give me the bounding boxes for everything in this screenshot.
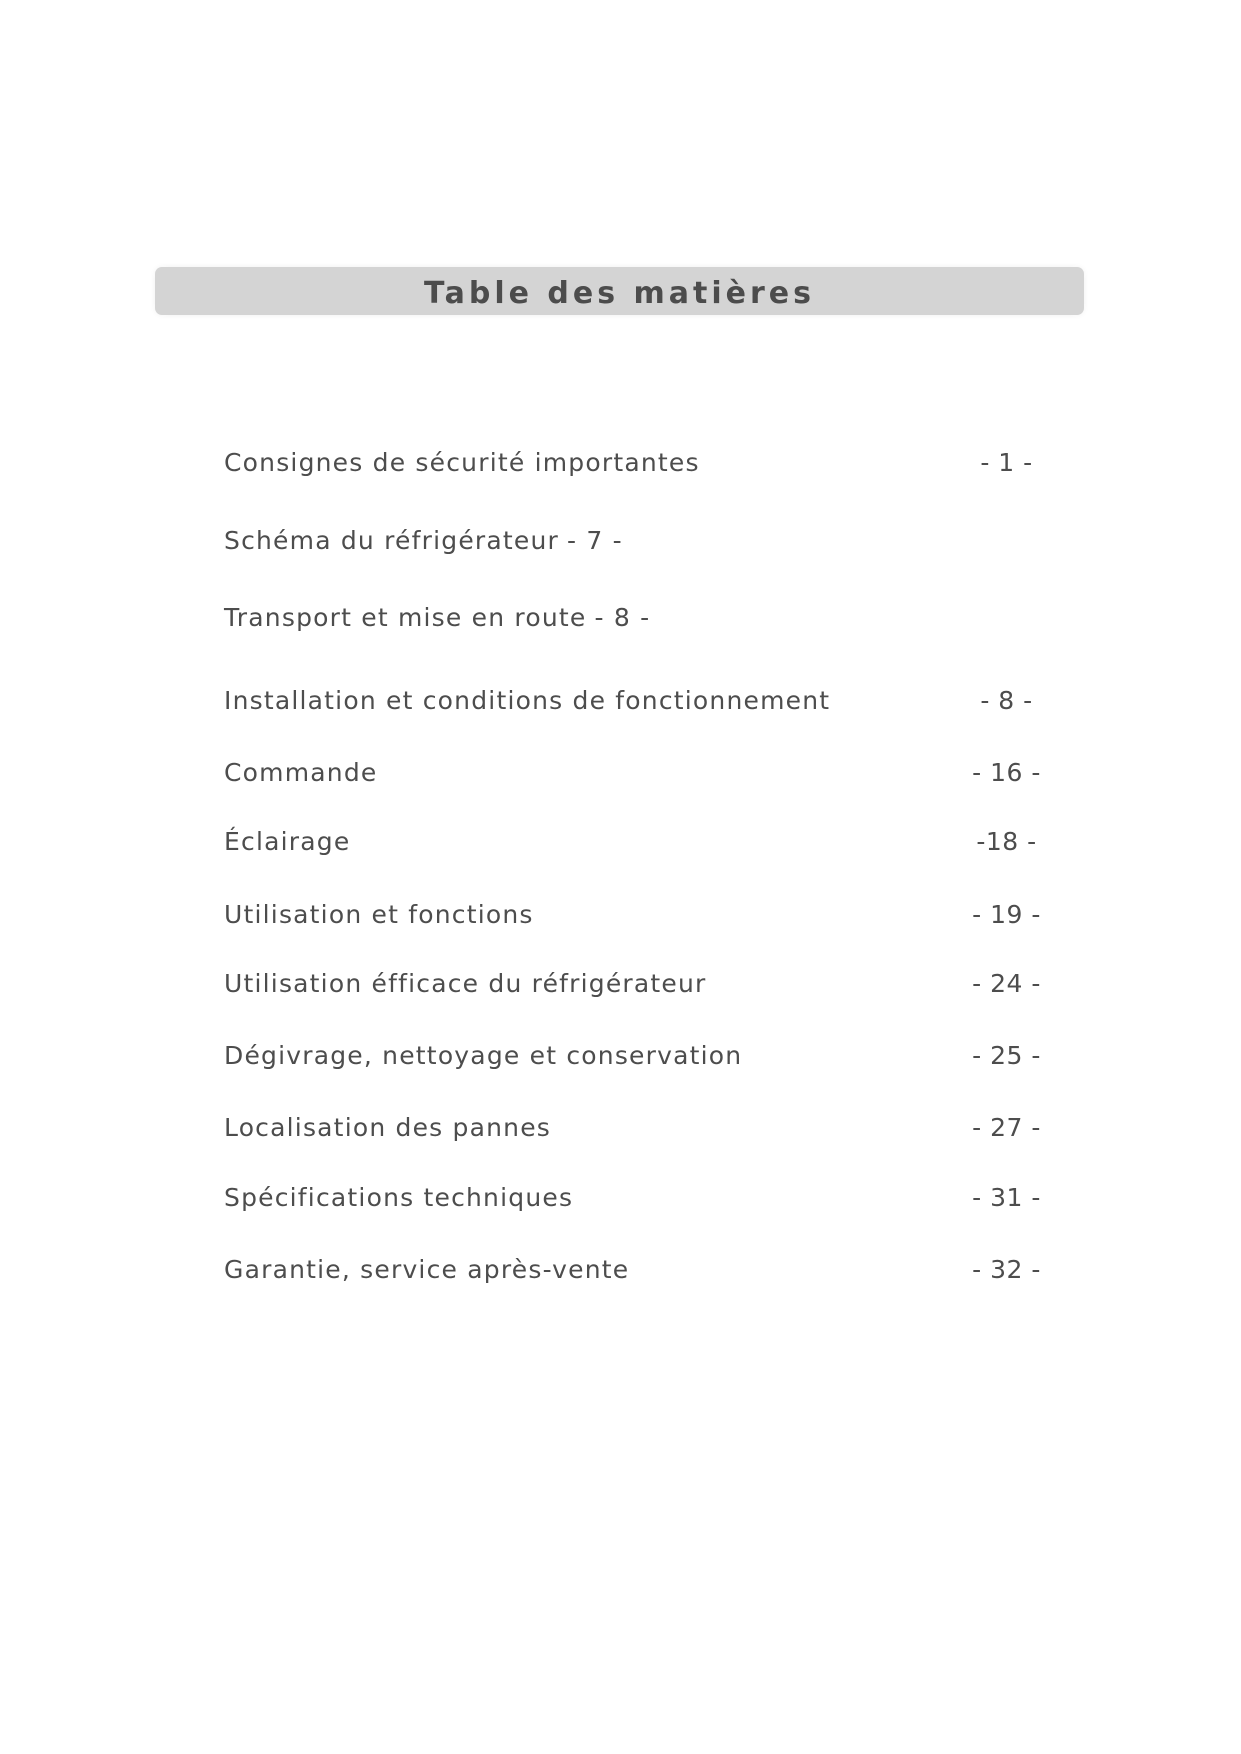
toc-entry-label: Utilisation et fonctions bbox=[224, 900, 534, 929]
toc-entry-label: Spécifications techniques bbox=[224, 1183, 574, 1212]
toc-entry-page: - 31 - bbox=[972, 1183, 1041, 1212]
toc-entry-page: - 27 - bbox=[972, 1113, 1041, 1142]
toc-entry-label: Garantie, service après-vente bbox=[224, 1255, 630, 1284]
toc-entry-label: Schéma du réfrigérateur bbox=[224, 526, 560, 555]
toc-entry-specifications[interactable] bbox=[224, 1183, 1041, 1223]
toc-entry-label-with-page bbox=[224, 526, 623, 555]
toc-entry-consignes[interactable] bbox=[224, 448, 1033, 488]
toc-entry-pannes[interactable] bbox=[224, 1113, 1041, 1153]
toc-entry-page: - 25 - bbox=[972, 1041, 1041, 1070]
toc-entry-transport[interactable] bbox=[224, 603, 1024, 643]
toc-entry-label: Transport et mise en route bbox=[224, 603, 587, 632]
toc-entry-degivrage[interactable] bbox=[224, 1041, 1041, 1081]
toc-title-bar bbox=[155, 267, 1084, 315]
toc-entry-page: - 8 - bbox=[980, 686, 1033, 715]
toc-entry-page: - 19 - bbox=[972, 900, 1041, 929]
toc-entry-utilisation-efficace[interactable] bbox=[224, 969, 1041, 1009]
page-title: Table des matières bbox=[424, 275, 815, 311]
toc-entry-page: - 32 - bbox=[972, 1255, 1041, 1284]
toc-entry-label: Dégivrage, nettoyage et conservation bbox=[224, 1041, 743, 1070]
toc-entry-label: Éclairage bbox=[224, 827, 351, 856]
toc-entry-label: Localisation des pannes bbox=[224, 1113, 552, 1142]
toc-entry-garantie[interactable] bbox=[224, 1255, 1041, 1295]
toc-entry-label: Commande bbox=[224, 758, 378, 787]
toc-entry-page: - 8 - bbox=[594, 603, 651, 632]
toc-entry-label: Installation et conditions de fonctionnement bbox=[224, 686, 831, 715]
toc-entry-label: Utilisation éfficace du réfrigérateur bbox=[224, 969, 707, 998]
toc-entry-eclairage[interactable] bbox=[224, 827, 1037, 867]
toc-entry-label: Consignes de sécurité importantes bbox=[224, 448, 700, 477]
toc-entry-utilisation[interactable] bbox=[224, 900, 1041, 940]
toc-entry-schema[interactable] bbox=[224, 526, 1024, 566]
toc-entry-commande[interactable] bbox=[224, 758, 1041, 798]
toc-entry-page: - 7 - bbox=[567, 526, 623, 555]
toc-entry-page: - 16 - bbox=[972, 758, 1041, 787]
toc-entry-page: - 24 - bbox=[972, 969, 1041, 998]
toc-entry-label-with-page bbox=[224, 603, 650, 632]
toc-entry-page: -18 - bbox=[976, 827, 1037, 856]
toc-entry-installation[interactable] bbox=[224, 686, 1033, 726]
toc-entry-page: - 1 - bbox=[980, 448, 1033, 477]
